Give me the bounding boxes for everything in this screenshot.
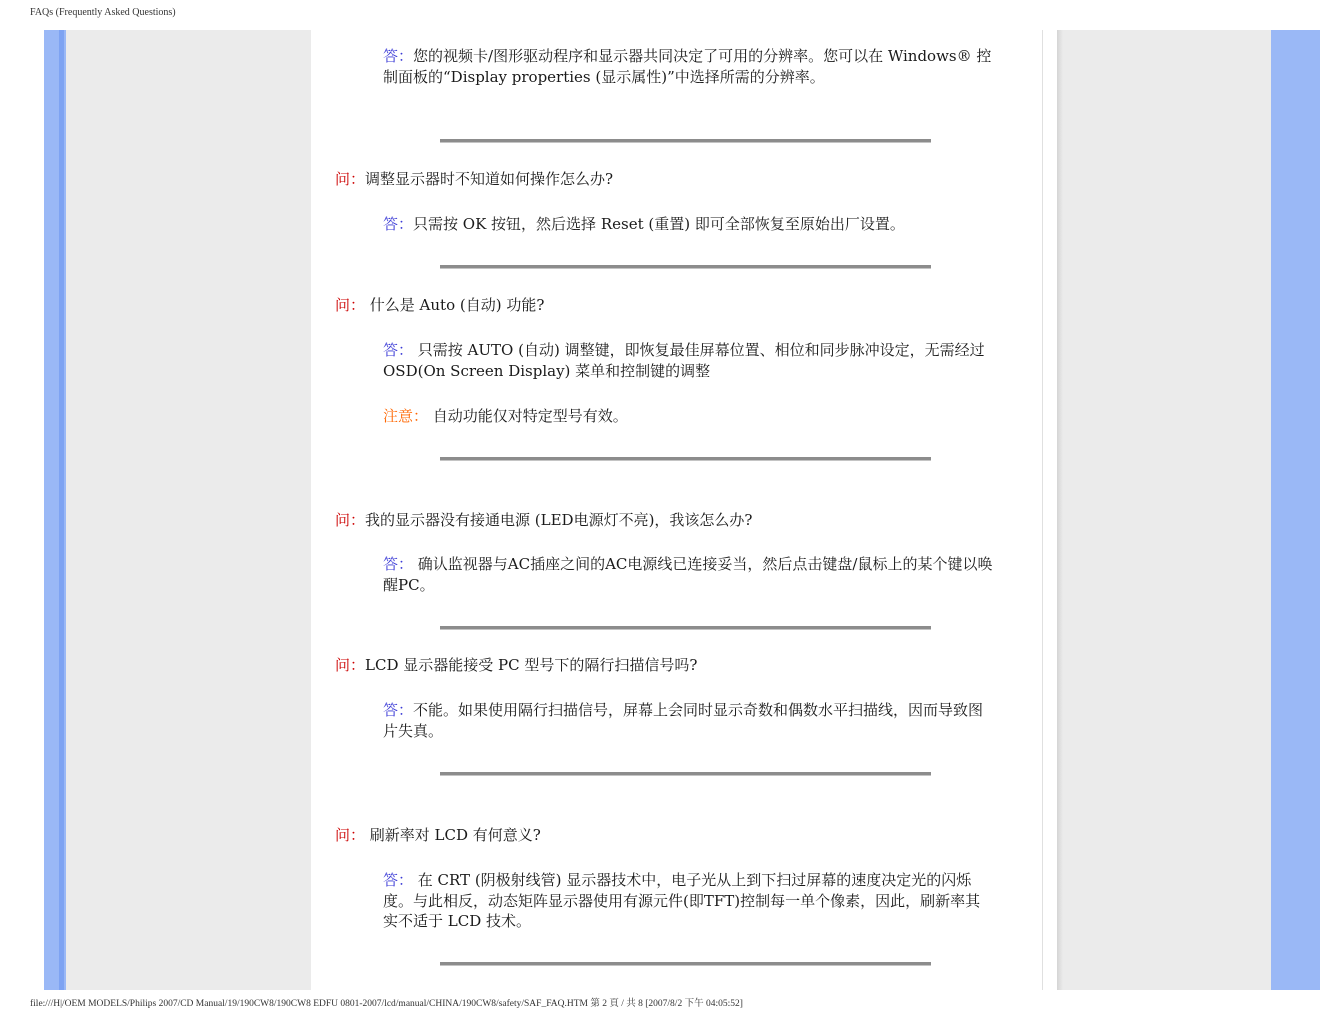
- faq-question-3: [335, 510, 752, 530]
- faq-question-2: [335, 295, 544, 315]
- question-text: 什么是 Auto (自动) 功能?: [365, 296, 545, 314]
- answer-label: 答：: [383, 341, 414, 359]
- answer-text: 只需按 AUTO (自动) 调整键，即恢复最佳屏幕位置、相位和同步脉冲设定，无需经过OSD(On Screen Display) 菜单和控制键的调整: [383, 341, 985, 380]
- note-text: 自动功能仅对特定型号有效。: [428, 407, 628, 425]
- separator-rule: [440, 457, 931, 461]
- print-header-title: FAQs (Frequently Asked Questions): [30, 7, 176, 18]
- answer-text: 在 CRT (阴极射线管) 显示器技术中，电子光从上到下扫过屏幕的速度决定光的闪烁度。与此相反，动态矩阵显示器使用有源元件(即TFT)控制每一单个像素，因此，刷新率其实不适于 LCD 技术。: [383, 871, 981, 930]
- answer-label: 答：: [383, 555, 414, 573]
- separator-rule: [440, 626, 931, 630]
- left-blue-stripe: [59, 30, 64, 990]
- answer-label: 答：: [383, 871, 414, 889]
- separator-rule: [440, 265, 931, 269]
- note-label: 注意：: [383, 407, 429, 425]
- right-blue-bar: [1271, 30, 1320, 990]
- answer-label: 答：: [383, 701, 414, 719]
- separator-rule: [440, 962, 931, 966]
- separator-rule: [440, 139, 931, 143]
- answer-text: 不能。如果使用隔行扫描信号，屏幕上会同时显示奇数和偶数水平扫描线，因而导致图片失真。: [383, 701, 984, 740]
- faq-answer-3: [383, 554, 993, 595]
- faq-note-2: [383, 406, 993, 427]
- faq-answer-0: [383, 46, 993, 87]
- question-text: LCD 显示器能接受 PC 型号下的隔行扫描信号吗?: [365, 656, 698, 674]
- answer-text: 确认监视器与AC插座之间的AC电源线已连接妥当，然后点击键盘/鼠标上的某个键以唤醒PC。: [383, 555, 993, 594]
- question-text: 调整显示器时不知道如何操作怎么办?: [365, 170, 614, 188]
- question-label: 问：: [335, 826, 366, 844]
- right-gray-panel: [1063, 30, 1271, 990]
- right-divider-line: [1042, 30, 1043, 990]
- faq-question-4: [335, 655, 697, 675]
- faq-answer-1: [383, 214, 993, 235]
- answer-label: 答：: [383, 47, 414, 65]
- question-text: 刷新率对 LCD 有何意义?: [365, 826, 541, 844]
- faq-question-5: [335, 825, 541, 845]
- left-gray-panel: [66, 30, 311, 990]
- answer-text: 您的视频卡/图形驱动程序和显示器共同决定了可用的分辨率。您可以在 Windows® 控制面板的“Display properties (显示属性)”中选择所需的分辨率。: [383, 47, 992, 86]
- answer-label: 答：: [383, 215, 414, 233]
- faq-question-1: [335, 169, 613, 189]
- faq-content: [311, 30, 1042, 990]
- question-label: 问：: [335, 511, 366, 529]
- print-footer-path: file:///H|/OEM MODELS/Philips 2007/CD Manual/19/190CW8/190CW8 EDFU 0801-2007/lcd/manual/CHINA/190CW8/safety/SAF_FAQ.HTM 第 2 頁 / 共 8 [2007/8/2 下午 04:05:52]: [30, 999, 743, 1009]
- faq-answer-5: [383, 870, 993, 932]
- answer-text: 只需按 OK 按钮，然后选择 Reset (重置) 即可全部恢复至原始出厂设置。: [413, 215, 905, 233]
- question-label: 问：: [335, 170, 366, 188]
- question-label: 问：: [335, 656, 366, 674]
- question-text: 我的显示器没有接通电源 (LED电源灯不亮)，我该怎么办?: [365, 511, 753, 529]
- question-label: 问：: [335, 296, 366, 314]
- faq-answer-4: [383, 700, 993, 741]
- faq-answer-2: [383, 340, 993, 381]
- separator-rule: [440, 772, 931, 776]
